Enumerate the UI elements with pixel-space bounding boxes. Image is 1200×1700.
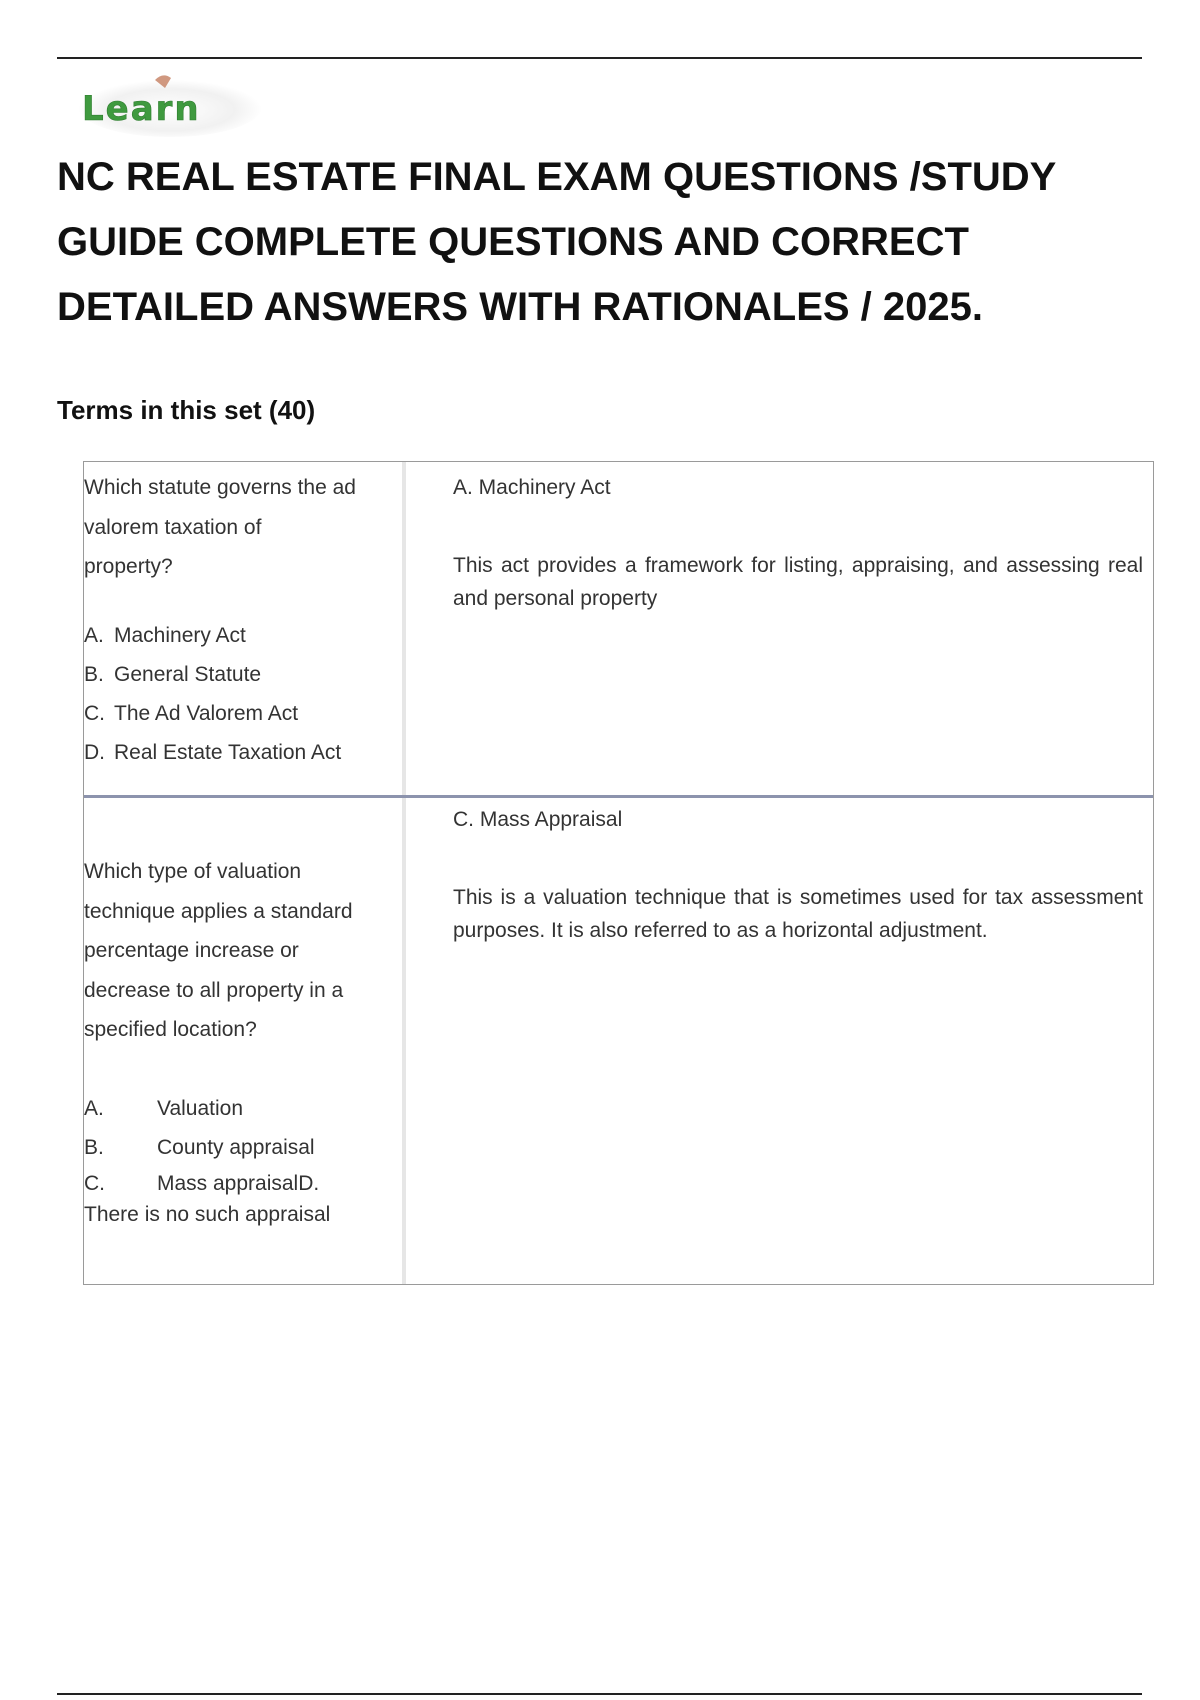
title-line: NC REAL ESTATE FINAL EXAM QUESTIONS /STUDY	[57, 155, 1057, 199]
question-line: Which statute governs the ad	[84, 476, 356, 499]
question-line: specified location?	[84, 1018, 257, 1041]
question-line: technique applies a standard	[84, 899, 353, 923]
answer-cell	[453, 806, 1143, 947]
question-line: valorem taxation of	[84, 515, 262, 539]
answer-option: A. Valuation	[84, 1096, 244, 1120]
answer-option: C. The Ad Valorem Act	[84, 701, 299, 725]
terms-count-heading: Terms in this set (40)	[57, 395, 316, 425]
question-cell	[84, 468, 384, 772]
answer-option: B. County appraisal	[84, 1135, 315, 1159]
logo-text: Learn	[82, 89, 201, 129]
answer-option: C. Mass appraisalD.	[84, 1171, 320, 1195]
question-line: percentage increase or	[84, 939, 299, 962]
answer-option: D. Real Estate Taxation Act	[84, 740, 342, 764]
question-line: decrease to all property in a	[84, 978, 344, 1002]
bottom-rule	[57, 1693, 1142, 1695]
title-line: GUIDE COMPLETE QUESTIONS AND CORRECT	[57, 220, 969, 264]
answer-option-tail: There is no such appraisal	[84, 1202, 331, 1226]
rationale-text: This act provides a framework for listing, appraising, and assessing real and personal property	[453, 554, 1143, 610]
correct-answer: A. Machinery Act	[453, 476, 611, 499]
title-line: DETAILED ANSWERS WITH RATIONALES / 2025.	[57, 285, 983, 329]
flashcard-row	[84, 462, 1153, 795]
question-line: property?	[84, 555, 173, 578]
answer-option: A. Machinery Act	[84, 623, 246, 647]
correct-answer: C. Mass Appraisal	[453, 808, 623, 831]
flashcard-row	[84, 798, 1153, 1284]
rationale-text: This is a valuation technique that is sometimes used for tax assessment purposes. It is also referred to as a horizontal adjustment.	[453, 886, 1143, 942]
question-cell	[84, 852, 384, 1229]
question-line: Which type of valuation	[84, 860, 302, 883]
answer-cell	[453, 474, 1143, 615]
flashcard-table	[83, 461, 1154, 1285]
learn-logo	[75, 72, 265, 138]
answer-option: B. General Statute	[84, 662, 262, 686]
top-rule	[57, 57, 1142, 59]
page-title	[57, 145, 1107, 340]
